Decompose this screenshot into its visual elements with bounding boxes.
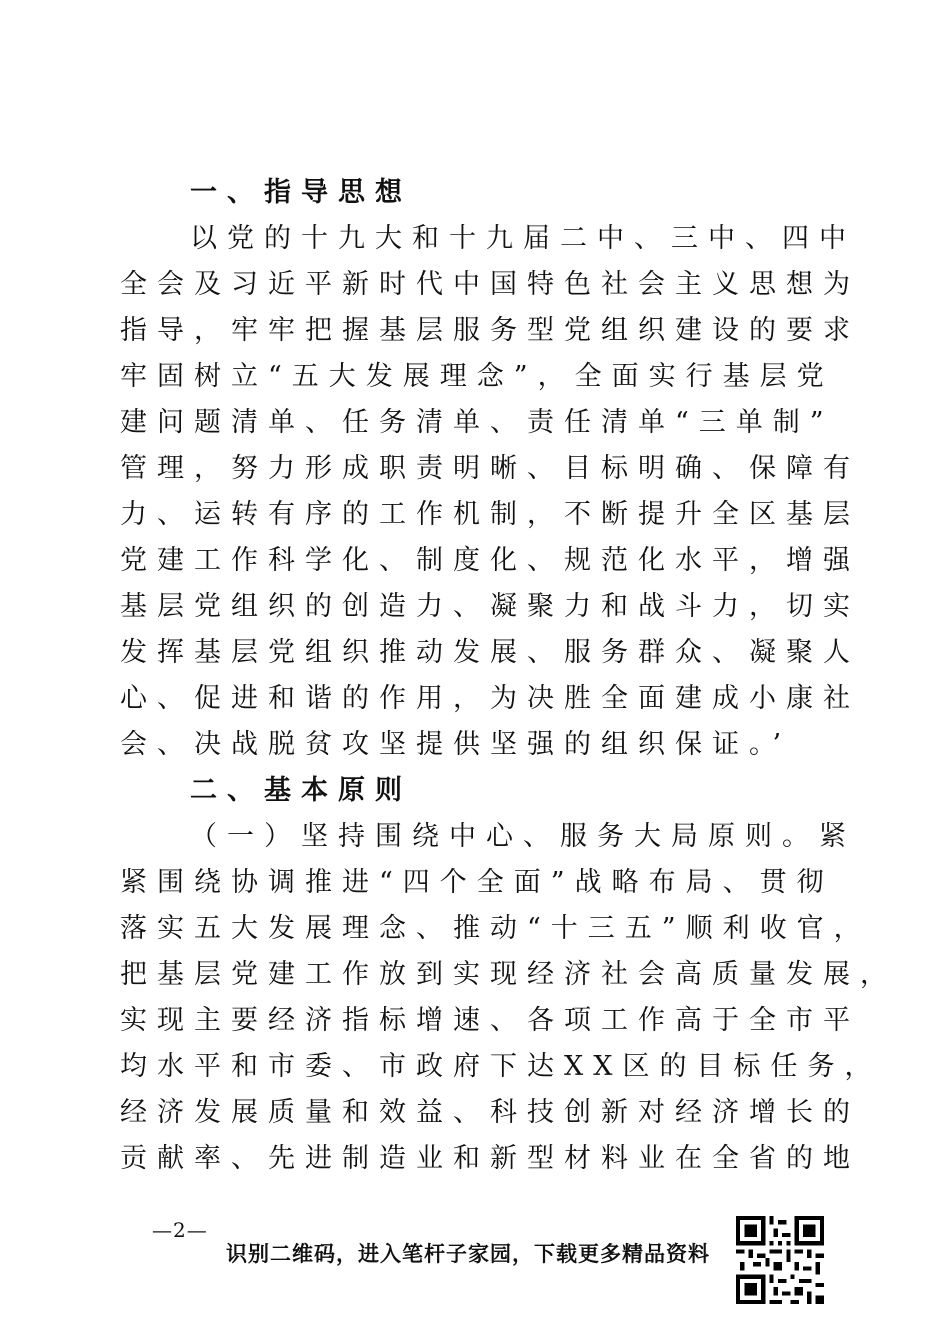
paragraph-line: 指导，牢牢把握基层服务型党组织建设的要求 [120, 315, 860, 346]
paragraph-line: （一）坚持围绕中心、服务大局原则。紧 [190, 821, 856, 852]
paragraph-line: 会、决战脱贫攻坚提供坚强的组织保证。’ [120, 729, 792, 760]
paragraph-line: 管理，努力形成职责明晰、目标明确、保障有 [120, 453, 860, 484]
paragraph-line: 把基层党建工作放到实现经济社会高质量发展， [120, 959, 897, 990]
paragraph-line: 牢固树立“五大发展理念”，全面实行基层党 [120, 361, 834, 392]
section-2-heading: 二、基本原则 [190, 775, 412, 806]
paragraph-line: 建问题清单、任务清单、责任清单“三单制” [120, 407, 834, 438]
paragraph-line: 落实五大发展理念、推动“十三五”顺利收官， [120, 913, 871, 944]
paragraph-line: 全会及习近平新时代中国特色社会主义思想为 [120, 269, 860, 300]
page-number: —2— [152, 1218, 208, 1242]
paragraph-line: 党建工作科学化、制度化、规范化水平，增强 [120, 545, 860, 576]
paragraph-line: 基层党组织的创造力、凝聚力和战斗力，切实 [120, 591, 860, 622]
paragraph-line: 实现主要经济指标增速、各项工作高于全市平 [120, 1005, 860, 1036]
paragraph-line: 发挥基层党组织推动发展、服务群众、凝聚人 [120, 637, 860, 668]
paragraph-line: 心、促进和谐的作用，为决胜全面建成小康社 [120, 683, 860, 714]
paragraph-line: 贡献率、先进制造业和新型材料业在全省的地 [120, 1143, 860, 1174]
paragraph-line: 紧围绕协调推进“四个全面”战略布局、贯彻 [120, 867, 834, 898]
footer-promo-text: 识别二维码，进入笔杆子家园，下载更多精品资料 [226, 1242, 710, 1266]
qr-code-icon[interactable] [736, 1216, 824, 1304]
paragraph-line: 均水平和市委、市政府下达XX区的目标任务， [120, 1051, 882, 1082]
paragraph-line: 力、运转有序的工作机制，不断提升全区基层 [120, 499, 860, 530]
section-1-heading: 一、指导思想 [190, 177, 412, 208]
paragraph-line: 以党的十九大和十九届二中、三中、四中 [190, 223, 856, 254]
paragraph-line: 经济发展质量和效益、科技创新对经济增长的 [120, 1097, 860, 1128]
